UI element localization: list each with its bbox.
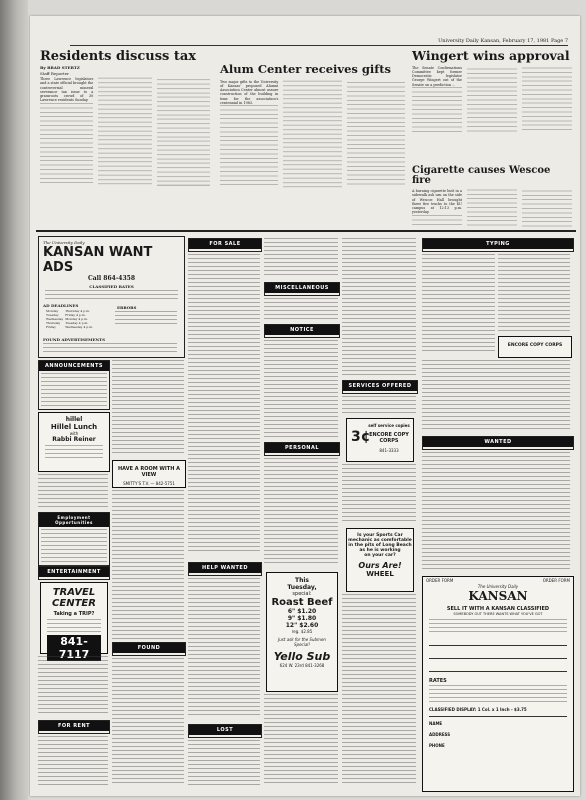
roast-price-12: 12" $2.60 xyxy=(285,622,319,629)
deadline-time: Monday 4 p.m. xyxy=(65,317,88,321)
encore-copy-corps-ad xyxy=(498,336,572,358)
classified-text xyxy=(264,694,338,786)
deadline-day: Friday xyxy=(46,325,56,329)
order-form-label-right: ORDER FORM xyxy=(542,578,570,583)
wheel-line-2: mechanic as comfortable xyxy=(348,538,412,543)
services-text xyxy=(342,396,416,414)
classified-text xyxy=(112,360,184,456)
lost-text xyxy=(188,740,260,786)
body-residents xyxy=(40,77,210,217)
deadline-time: Friday 4 p.m. xyxy=(65,313,86,317)
deadline-row xyxy=(45,325,94,329)
found-title: FOUND ADVERTISEMENTS xyxy=(43,337,106,342)
encore-ad xyxy=(346,418,414,462)
employment-header: Employment Opportunities xyxy=(39,513,109,527)
wantads-header xyxy=(38,236,185,358)
found-section xyxy=(112,642,186,656)
order-form-field[interactable] xyxy=(429,637,567,646)
order-form-name[interactable]: NAME xyxy=(429,721,443,726)
yello-sub-logo: Yello Sub xyxy=(273,650,331,663)
travel-details xyxy=(47,619,101,633)
encore-name: ENCORE COPY CORPS xyxy=(369,432,409,444)
lede-residents: Three Lawrence legislators and a state official brought the controversial mineral severance tax issue to a grassroots crowd of 30 Lawrence residents Sunday. xyxy=(40,77,94,103)
tv-ad-title: HAVE A ROOM WITH A VIEW xyxy=(118,466,180,478)
order-form-subheading: SOMEBODY OUT THERE WANTS WHAT YOU'VE GOT xyxy=(453,612,543,616)
roast-title: Roast Beef xyxy=(271,597,333,608)
for-rent-header: FOR RENT xyxy=(39,721,109,731)
wheel-logo: WHEEL xyxy=(366,570,394,578)
order-form-title: KANSAN xyxy=(468,589,528,603)
rates-table xyxy=(45,290,178,302)
wantads-phone: Call 864-4358 xyxy=(87,275,136,282)
classified-text xyxy=(38,474,108,508)
services-header: SERVICES OFFERED xyxy=(343,381,417,391)
wheel-line-4: as he is working xyxy=(359,548,401,553)
order-form-rates: RATES xyxy=(429,678,447,684)
order-form-label-left: ORDER FORM xyxy=(426,578,454,583)
roast-cta: Just ask for the Submen Special! xyxy=(278,637,326,647)
order-form-small: The University Daily xyxy=(477,584,519,589)
wanted-section xyxy=(422,436,574,450)
wheel-line-5: on your car? xyxy=(364,553,396,558)
wheel-line-1: Is your Sports Car xyxy=(357,533,403,538)
order-form-tabs xyxy=(423,577,573,584)
for-rent-text xyxy=(38,736,108,786)
story-wingert xyxy=(412,50,572,160)
miscellaneous-header: MISCELLANEOUS xyxy=(265,283,339,293)
services-section xyxy=(342,380,418,394)
lede-wingert: The Senate Confirmations Committee kept former Democratic legislator George Wingert out of the Senate on a prediction ... xyxy=(412,65,462,87)
roast-price-6: 6" $1.20 xyxy=(287,608,317,615)
help-wanted-text xyxy=(188,578,260,718)
wheel-ad xyxy=(346,528,414,592)
yello-sub-address: 624 W. 23rd 841-3268 xyxy=(279,663,325,668)
headline-alum: Alum Center receives gifts xyxy=(220,62,392,76)
newspaper-page xyxy=(30,16,580,796)
deadline-time: Wednesday 4 p.m. xyxy=(65,325,93,329)
deadline-day: Tuesday xyxy=(46,313,59,317)
order-form-field[interactable] xyxy=(429,650,567,659)
classified-text xyxy=(342,464,416,524)
page-folio: University Daily Kansan, February 17, 1981 Page 7 xyxy=(70,38,568,46)
tv-ad xyxy=(112,460,186,488)
help-wanted-header: HELP WANTED xyxy=(189,563,261,573)
entertainment-header: ENTERTAINMENT xyxy=(39,567,109,577)
encore-price: 3¢ xyxy=(351,429,371,445)
typing-text xyxy=(422,254,495,354)
yello-sub-ad xyxy=(266,572,338,692)
announcements-section xyxy=(38,360,110,410)
deadline-day: Wednesday xyxy=(46,317,64,321)
personal-text xyxy=(264,458,338,566)
lede-cigarette: A burning cigarette butt in a sidewalk ash urn on the side of Wescoe Hall brought three fire trucks to the KU campus at 12:13 p.m. yesterday. xyxy=(412,189,462,215)
wantads-masthead: KANSAN WANT ADS xyxy=(43,245,153,275)
order-form-phone[interactable]: PHONE xyxy=(429,743,445,748)
announcements-header: ANNOUNCEMENTS xyxy=(39,361,109,371)
roast-price-9: 9" $1.80 xyxy=(287,615,317,622)
notice-section xyxy=(264,324,340,338)
order-form xyxy=(422,576,574,792)
encore-phone: 841-3333 xyxy=(379,448,399,453)
wanted-text xyxy=(422,452,570,570)
wheel-line-6: Ours Are! xyxy=(358,561,402,570)
order-form-heading: SELL IT WITH A KANSAN CLASSIFIED xyxy=(446,606,550,612)
entertainment-section xyxy=(38,566,110,580)
travel-title-1: TRAVEL xyxy=(52,587,96,598)
typing-text xyxy=(498,254,570,332)
byline-residents: By BRAD STERTZ xyxy=(40,65,80,70)
encore-copy-corps-name: ENCORE COPY CORPS xyxy=(507,343,563,348)
story-residents xyxy=(40,50,210,220)
deadline-time: Thursday 4 p.m. xyxy=(65,309,90,313)
role-residents: Staff Reporter xyxy=(40,71,69,76)
deadlines-title: AD DEADLINES xyxy=(43,303,79,308)
employment-text xyxy=(41,529,107,569)
hillel-title: hillel xyxy=(65,416,83,423)
headline-residents: Residents discuss tax xyxy=(40,49,197,64)
notice-text xyxy=(264,340,338,438)
wanted-header: WANTED xyxy=(423,437,573,447)
lost-header: LOST xyxy=(189,725,261,735)
story-cigarette xyxy=(412,166,572,226)
wantads-masthead-small: The University Daily xyxy=(43,240,85,245)
found-text xyxy=(112,658,184,786)
roast-line-2: Tuesday, xyxy=(287,584,317,591)
hillel-sub: Hillel Lunch xyxy=(50,423,98,431)
body-alum xyxy=(220,80,405,220)
announcements-text xyxy=(41,373,107,409)
order-form-contact xyxy=(429,716,567,748)
typing-section xyxy=(422,238,574,252)
binding-shadow xyxy=(0,0,28,800)
travel-center-ad xyxy=(40,582,108,661)
deadline-day: Thursday xyxy=(46,321,61,325)
personal-header: PERSONAL xyxy=(265,443,339,453)
deadline-time: Tuesday 4 p.m. xyxy=(65,321,89,325)
for-sale-text xyxy=(188,254,260,554)
rates-title: CLASSIFIED RATES xyxy=(89,284,134,289)
travel-title-2: CENTER xyxy=(52,598,96,609)
help-wanted-section xyxy=(188,562,262,576)
miscellaneous-text xyxy=(264,298,338,322)
body-wingert xyxy=(412,66,572,154)
headline-wingert: Wingert wins approval xyxy=(412,48,570,63)
hillel-ad xyxy=(38,412,110,472)
classified-text xyxy=(38,656,108,716)
headline-cigarette: Cigarette causes Wescoe fire xyxy=(412,165,551,186)
deadlines-table xyxy=(45,309,94,329)
story-alum xyxy=(220,64,405,224)
classified-text xyxy=(112,490,184,640)
roast-reg-price: reg. $2.85 xyxy=(291,629,313,634)
miscellaneous-section xyxy=(264,282,340,296)
lede-alum: Two major gifts to the University of Kansas' proposed Alumni Association Center almost assure construction of the building in time for the association's centennial in 1983. xyxy=(220,79,279,105)
found-text xyxy=(43,343,177,353)
personal-section xyxy=(264,442,340,456)
body-cigarette xyxy=(412,189,572,233)
order-form-field[interactable] xyxy=(429,663,567,672)
roast-line-3: special: xyxy=(292,591,312,597)
travel-tagline: Taking a TRIP? xyxy=(53,611,95,617)
hillel-with: with xyxy=(69,431,79,436)
classified-text xyxy=(342,594,416,786)
deadline-day: Monday xyxy=(46,309,59,313)
tv-ad-phone: SMITTY'S T.V. — 842-5751 xyxy=(123,481,175,486)
roast-line-1: This xyxy=(295,577,309,584)
classified-text xyxy=(264,238,338,278)
order-form-rates-table xyxy=(429,685,567,703)
lost-section xyxy=(188,724,262,738)
hillel-details xyxy=(45,445,103,461)
typing-header: TYPING xyxy=(423,239,573,249)
for-sale-section xyxy=(188,238,262,252)
for-rent-section xyxy=(38,720,110,734)
encore-self-service: self service copies xyxy=(368,423,410,428)
classified-text xyxy=(422,360,570,432)
errors-text xyxy=(115,311,177,327)
classified-text xyxy=(342,238,416,376)
section-divider xyxy=(36,230,576,232)
order-form-address[interactable]: ADDRESS xyxy=(429,732,451,737)
order-form-display: CLASSIFIED DISPLAY: 1 Col. x 1 Inch - $3.75 xyxy=(429,707,527,712)
employment-section xyxy=(38,512,110,566)
travel-phone: 841-7117 xyxy=(47,635,101,661)
wheel-line-3: in the pits of Long Beach xyxy=(348,543,412,548)
errors-title: ERRORS xyxy=(117,305,137,310)
found-header: FOUND xyxy=(113,643,185,653)
notice-header: NOTICE xyxy=(265,325,339,335)
for-sale-header: FOR SALE xyxy=(189,239,261,249)
hillel-rabbi: Rabbi Reiner xyxy=(52,436,96,443)
order-form-instructions xyxy=(429,619,567,633)
